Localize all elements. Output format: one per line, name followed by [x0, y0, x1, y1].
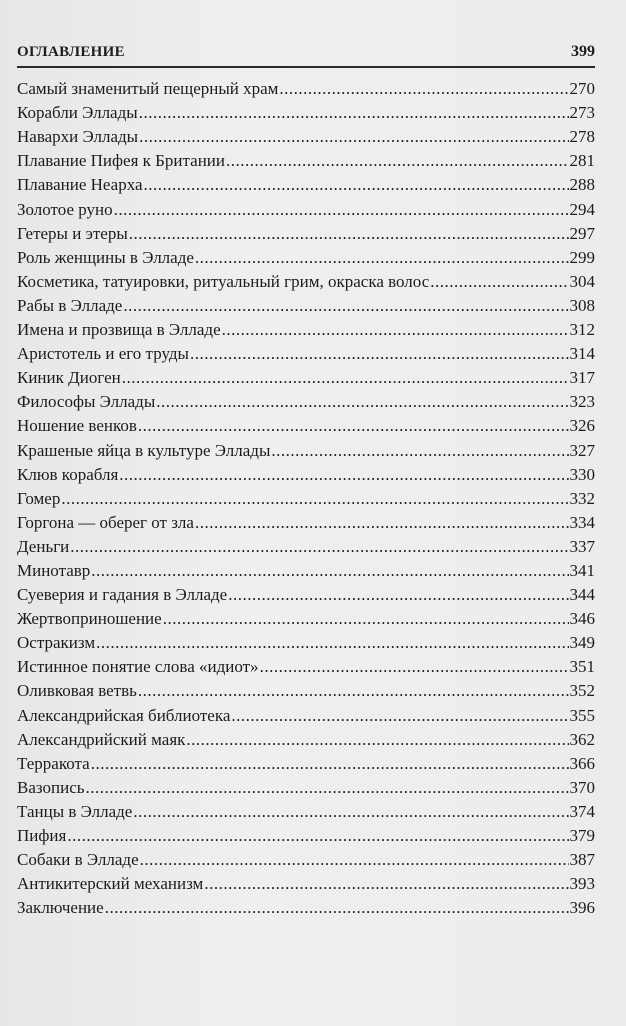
toc-entry-title: Оливковая ветвь: [17, 681, 137, 701]
toc-entry-page: 352: [569, 681, 595, 701]
header-page-number: 399: [571, 43, 595, 60]
toc-entry-title: Роль женщины в Элладе: [17, 247, 194, 267]
toc-entry: [17, 726, 595, 750]
dot-leader: [129, 224, 569, 244]
toc-entry-title: Косметика, татуировки, ритуальный грим, окраска волос: [17, 271, 430, 291]
toc-entry-title: Корабли Эллады: [17, 103, 138, 123]
dot-leader: [105, 898, 569, 918]
dot-leader: [67, 826, 568, 846]
toc-entry: [17, 701, 595, 725]
toc-entry-title: Философы Эллады: [17, 392, 156, 412]
toc-entry-page: 341: [569, 560, 595, 580]
toc-entry-title: Остракизм: [17, 633, 96, 653]
toc-entry: [17, 557, 595, 581]
dot-leader: [260, 657, 569, 677]
toc-entry-page: 299: [569, 247, 595, 267]
toc-entry-page: 317: [569, 368, 595, 388]
toc-entry: [17, 195, 595, 219]
toc-entry-title: Ношение венков: [17, 416, 137, 436]
toc-entry-title: Плавание Неарха: [17, 175, 143, 195]
dot-leader: [140, 850, 569, 870]
toc-entry-page: 281: [569, 151, 595, 171]
toc-entry-page: 344: [569, 585, 595, 605]
toc-entry-page: 351: [569, 657, 595, 677]
toc-entry-title: Имена и прозвища в Элладе: [17, 320, 221, 340]
dot-leader: [190, 344, 569, 364]
toc-entry-page: 327: [569, 440, 595, 460]
dot-leader: [123, 296, 568, 316]
toc-entry-page: 349: [569, 633, 595, 653]
dot-leader: [204, 874, 568, 894]
header-title: ОГЛАВЛЕНИЕ: [17, 44, 125, 60]
toc-entry-title: Собаки в Элладе: [17, 850, 139, 870]
toc-entry-title: Гетеры и этеры: [17, 223, 128, 243]
toc-entry: [17, 774, 595, 798]
toc-entry: [17, 75, 595, 99]
toc-entry-page: 355: [569, 705, 595, 725]
toc-entry-title: Суеверия и гадания в Элладе: [17, 585, 228, 605]
toc-entry-page: 312: [569, 320, 595, 340]
toc-entry: [17, 436, 595, 460]
dot-leader: [228, 585, 568, 605]
toc-entry-page: 396: [569, 898, 595, 918]
toc-entry: [17, 581, 595, 605]
toc-entry-page: 308: [569, 295, 595, 315]
dot-leader: [96, 633, 568, 653]
dot-leader: [133, 802, 568, 822]
toc-entry: [17, 653, 595, 677]
dot-leader: [156, 392, 568, 412]
toc-entry-page: 304: [569, 271, 595, 291]
dot-leader: [144, 175, 569, 195]
toc-entry: [17, 870, 595, 894]
toc-entry-title: Золотое руно: [17, 199, 113, 219]
toc-entry-title: Заключение: [17, 898, 104, 918]
dot-leader: [279, 79, 568, 99]
toc-entry: [17, 147, 595, 171]
toc-entry-page: 346: [569, 609, 595, 629]
toc-entry-page: 288: [569, 175, 595, 195]
toc-entry-page: 337: [569, 536, 595, 556]
dot-leader: [138, 416, 569, 436]
toc-entry-title: Александрийский маяк: [17, 729, 186, 749]
toc-entry-title: Киник Диоген: [17, 368, 121, 388]
toc-entry-title: Плавание Пифея к Британии: [17, 151, 225, 171]
toc-entry: [17, 340, 595, 364]
dot-leader: [195, 248, 569, 268]
dot-leader: [271, 441, 568, 461]
toc-entry: [17, 677, 595, 701]
toc-entry: [17, 485, 595, 509]
toc-entry-title: Жертвоприношение: [17, 609, 162, 629]
toc-entry-title: Аристотель и его труды: [17, 344, 189, 364]
toc-entry: [17, 750, 595, 774]
toc-entry: [17, 388, 595, 412]
dot-leader: [163, 609, 569, 629]
toc-entry: [17, 894, 595, 918]
toc-entry: [17, 292, 595, 316]
toc-entry-title: Минотавр: [17, 560, 91, 580]
toc-entry-title: Деньги: [17, 536, 70, 556]
toc-entry-page: 273: [569, 103, 595, 123]
dot-leader: [61, 489, 568, 509]
dot-leader: [186, 730, 568, 750]
toc-entry: [17, 533, 595, 557]
toc-entry-page: 270: [569, 79, 595, 99]
dot-leader: [231, 706, 568, 726]
toc-entry: [17, 822, 595, 846]
toc-entry: [17, 316, 595, 340]
toc-entry: [17, 268, 595, 292]
dot-leader: [114, 200, 569, 220]
toc-entry: [17, 629, 595, 653]
toc-entry-title: Крашеные яйца в культуре Эллады: [17, 440, 271, 460]
toc-entry: [17, 244, 595, 268]
toc-entry-title: Самый знаменитый пещерный храм: [17, 79, 279, 99]
toc-entry-page: 326: [569, 416, 595, 436]
page-header: [17, 42, 595, 68]
toc-entry: [17, 220, 595, 244]
toc-entry-page: 294: [569, 199, 595, 219]
toc-entry-title: Пифия: [17, 826, 67, 845]
toc-entry: [17, 364, 595, 388]
dot-leader: [139, 127, 568, 147]
dot-leader: [70, 537, 568, 557]
toc-entry: [17, 123, 595, 147]
toc-entry-page: 393: [569, 874, 595, 894]
toc-entry-page: 332: [569, 488, 595, 508]
toc-entry: [17, 99, 595, 123]
dot-leader: [119, 465, 568, 485]
table-of-contents: [17, 75, 595, 918]
toc-entry-title: Вазопись: [17, 777, 85, 797]
dot-leader: [195, 513, 569, 533]
toc-entry-page: 387: [569, 850, 595, 870]
toc-entry-title: Клюв корабля: [17, 464, 119, 484]
toc-entry-title: Истинное понятие слова «идиот»: [17, 657, 259, 677]
toc-entry: [17, 509, 595, 533]
toc-entry-page: 278: [569, 127, 595, 147]
toc-entry-page: 297: [569, 223, 595, 243]
toc-entry-page: 374: [569, 801, 595, 821]
toc-entry-page: 379: [569, 826, 595, 845]
toc-entry-title: Наварxи Эллады: [17, 127, 139, 147]
toc-entry-page: 334: [569, 512, 595, 532]
dot-leader: [86, 778, 569, 798]
toc-entry-title: Терракота: [17, 753, 90, 773]
toc-entry-title: Танцы в Элладе: [17, 801, 133, 821]
toc-entry-page: 370: [569, 777, 595, 797]
toc-entry-title: Рабы в Элладе: [17, 295, 123, 315]
toc-entry-title: Горгона — оберег от зла: [17, 512, 194, 532]
toc-entry-title: Антикитерский механизм: [17, 874, 204, 894]
toc-entry-page: 330: [569, 464, 595, 484]
toc-entry: [17, 605, 595, 629]
toc-entry-page: 323: [569, 392, 595, 412]
toc-entry-page: 362: [569, 729, 595, 749]
dot-leader: [226, 151, 569, 171]
toc-entry: [17, 461, 595, 485]
dot-leader: [138, 681, 569, 701]
toc-entry-title: Гомер: [17, 488, 61, 508]
toc-entry: [17, 798, 595, 822]
dot-leader: [122, 368, 569, 388]
dot-leader: [91, 561, 568, 581]
dot-leader: [222, 320, 569, 340]
toc-entry-page: 314: [569, 344, 595, 364]
dot-leader: [139, 103, 569, 123]
toc-entry: [17, 171, 595, 195]
toc-entry-title: Александрийская библиотека: [17, 705, 231, 725]
toc-entry: [17, 412, 595, 436]
toc-entry-page: 366: [569, 753, 595, 773]
dot-leader: [91, 754, 569, 774]
dot-leader: [430, 272, 568, 292]
toc-entry: [17, 846, 595, 870]
